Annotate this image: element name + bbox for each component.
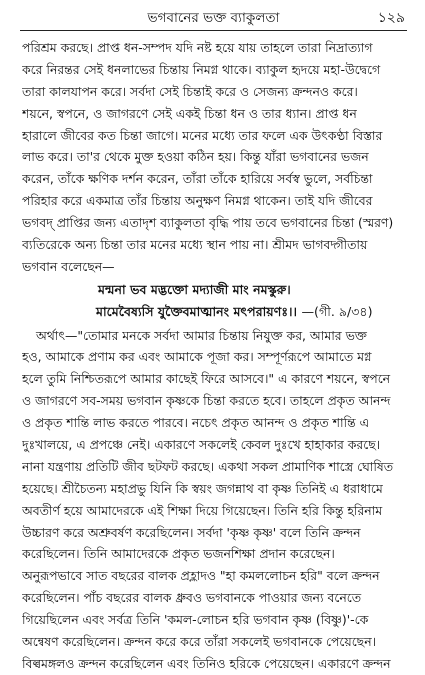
text-line: অবতীর্ণ হয়ে আমাদেরকে এই শিক্ষা দিয়ে গিয়েছেন। তিনি হরি কিন্তু হরিনাম (22, 502, 383, 518)
text-line: হলে তুমি নিশ্চিতরূপে আমার কাছেই ফিরে আসবে।" এ কারণে শয়নে, স্বপনে (22, 371, 391, 387)
text-line: লাভ করে। তা'র থেকে মুক্ত হওয়া কঠিন হয়। কিন্তু যাঁরা ভগবানের ভজন (22, 149, 369, 165)
running-title: ভগবানের ভক্ত ব্যাকুলতা (147, 10, 280, 26)
text-line: করেছিলেন। তিনি আমাদেরকে প্রকৃত ভজনশিক্ষা প্রদান করেছেন। (22, 546, 335, 562)
page-header (22, 6, 405, 30)
text-line: ও প্রকৃত শান্তি লাভ করতে পারবে। নচেৎ প্রকৃত আনন্দ ও প্রকৃত শান্তি এ (22, 415, 370, 431)
text-line: গিয়েছিলেন এবং সর্বত্র তিনি 'কমল-লোচন হরি ভগবান কৃষ্ণ (বিষ্ণু)'-কে (22, 612, 369, 628)
text-line: হারালে জীবের কত চিন্তা জাগে। মনের মধ্যে তার ফলে এক উৎকণ্ঠা বিস্তার (22, 127, 383, 143)
text-line: বিল্বমঙ্গলও ক্রন্দন করেছিলেন এবং তিনিও হরিকে পেয়েছেন। একারণে ক্রন্দন (22, 655, 391, 671)
text-line: অর্থাৎ—"তোমার মনকে সর্বদা আমার চিন্তায় নিযুক্ত কর, আমার ভক্ত (36, 327, 367, 343)
text-line: ভগবান বলেছেন— (22, 258, 115, 274)
paragraph-1 (22, 37, 405, 278)
text-line: করেন, তাঁকে ক্ষণিক দর্শন করেন, তাঁরা তাঁকে হারিয়ে সর্বস্ব ভুলে, সর্বচিন্তা (22, 171, 373, 187)
verse-reference: —(গী. ৯/৩৪) (301, 303, 373, 319)
text-line: হও, আমাকে প্রণাম কর এবং আমাকে পূজা কর। সম্পূর্ণরূপে আমাতে মগ্ন (22, 349, 372, 365)
text-line: শয়নে, স্বপনে, ও জাগরণে সেই একই চিন্তা ধন ও তার ধ্যান। প্রাপ্ত ধন (22, 105, 357, 121)
text-line: ও জাগরণে সব-সময় ভগবান কৃষ্ণকে চিন্তা করতে হবে। তাহলে প্রকৃত আনন্দ (22, 393, 391, 409)
text-line: তারা কালযাপন করে। সর্বদা সেই চিন্তাই করে ও সেজন্য ক্রন্দনও করে। (22, 83, 358, 99)
text-line: ব্যতিরেকে অন্য চিন্তা তার মনের মধ্যে স্থান পায় না। শ্রীমদ ভাগবদ্গীতায় (22, 237, 368, 253)
page-number: ১২৯ (377, 10, 405, 26)
gita-verse (22, 279, 405, 323)
text-line: পরিহার করে একমাত্র তাঁর চিন্তায় অনুক্ষণ নিমগ্ন থাকেন। তাই যদি জীবের (22, 193, 373, 209)
text-line: ভগবদ্ প্রাপ্তির জন্য এতাদৃশ ব্যাকুলতা বৃদ্ধি পায় তবে ভগবানের চিন্তা (স্মরণ) (22, 215, 394, 231)
text-line: দুঃখালয়ে, এ প্রপঞ্চে নেই। একারণে সকলেই কেবল দুঃখে হাহাকার করছে। (22, 437, 381, 453)
text-line: পরিশ্রম করছে। প্রাপ্ত ধন-সম্পদ যদি নষ্ট হয়ে যায় তাহলে তারা নিদ্রাত্যাগ (22, 40, 373, 55)
paragraph-2 (22, 325, 405, 675)
text-line: করেছিলেন। পাঁচ বছরের বালক ধ্রুবও ভগবানকে পাওয়ার জন্য বনেতে (22, 590, 362, 606)
text-line: উচ্চারণ করে অশ্রুবর্ষণ করেছিলেন। সর্বদা 'কৃষ্ণ কৃষ্ণ' বলে তিনি ক্রন্দন (22, 524, 361, 540)
verse-line-2-text: মামেবৈষ্যসি যুক্তৈবমাত্মানং মৎপরায়ণঃ।। (96, 303, 298, 319)
header-rule (20, 30, 407, 31)
text-line: নানা যন্ত্রণায় প্রতিটি জীব ছটফট করছে। একথা সকল প্রামাণিক শাস্ত্রে ঘোষিত (22, 458, 394, 474)
text-line: অন্বেষণ করেছিলেন। ক্রন্দন করে করে তাঁরা সকলেই ভগবানকে পেয়েছেন। (22, 634, 377, 650)
text-line: অনুরূপভাবে সাত বছরের বালক প্রহ্লাদও "হা কমললোচন হরি" বলে ক্রন্দন (22, 568, 380, 584)
text-line: করে নিরন্তর সেই ধনলাভের চিন্তায় নিমগ্ন থাকে। ব্যাকুল হৃদয়ে মহা-উদ্বেগে (22, 61, 381, 77)
verse-line-2 (22, 301, 405, 323)
text-line: হয়েছে। শ্রীচৈতন্য মহাপ্রভু যিনি কি স্বয়ং জগন্নাথ বা কৃষ্ণ তিনিই এ ধরাধামে (22, 480, 383, 496)
verse-line-1: মন্মনা ভব মদ্ভক্তো মদ্যাজী মাং নমস্কুরু। (98, 281, 291, 297)
